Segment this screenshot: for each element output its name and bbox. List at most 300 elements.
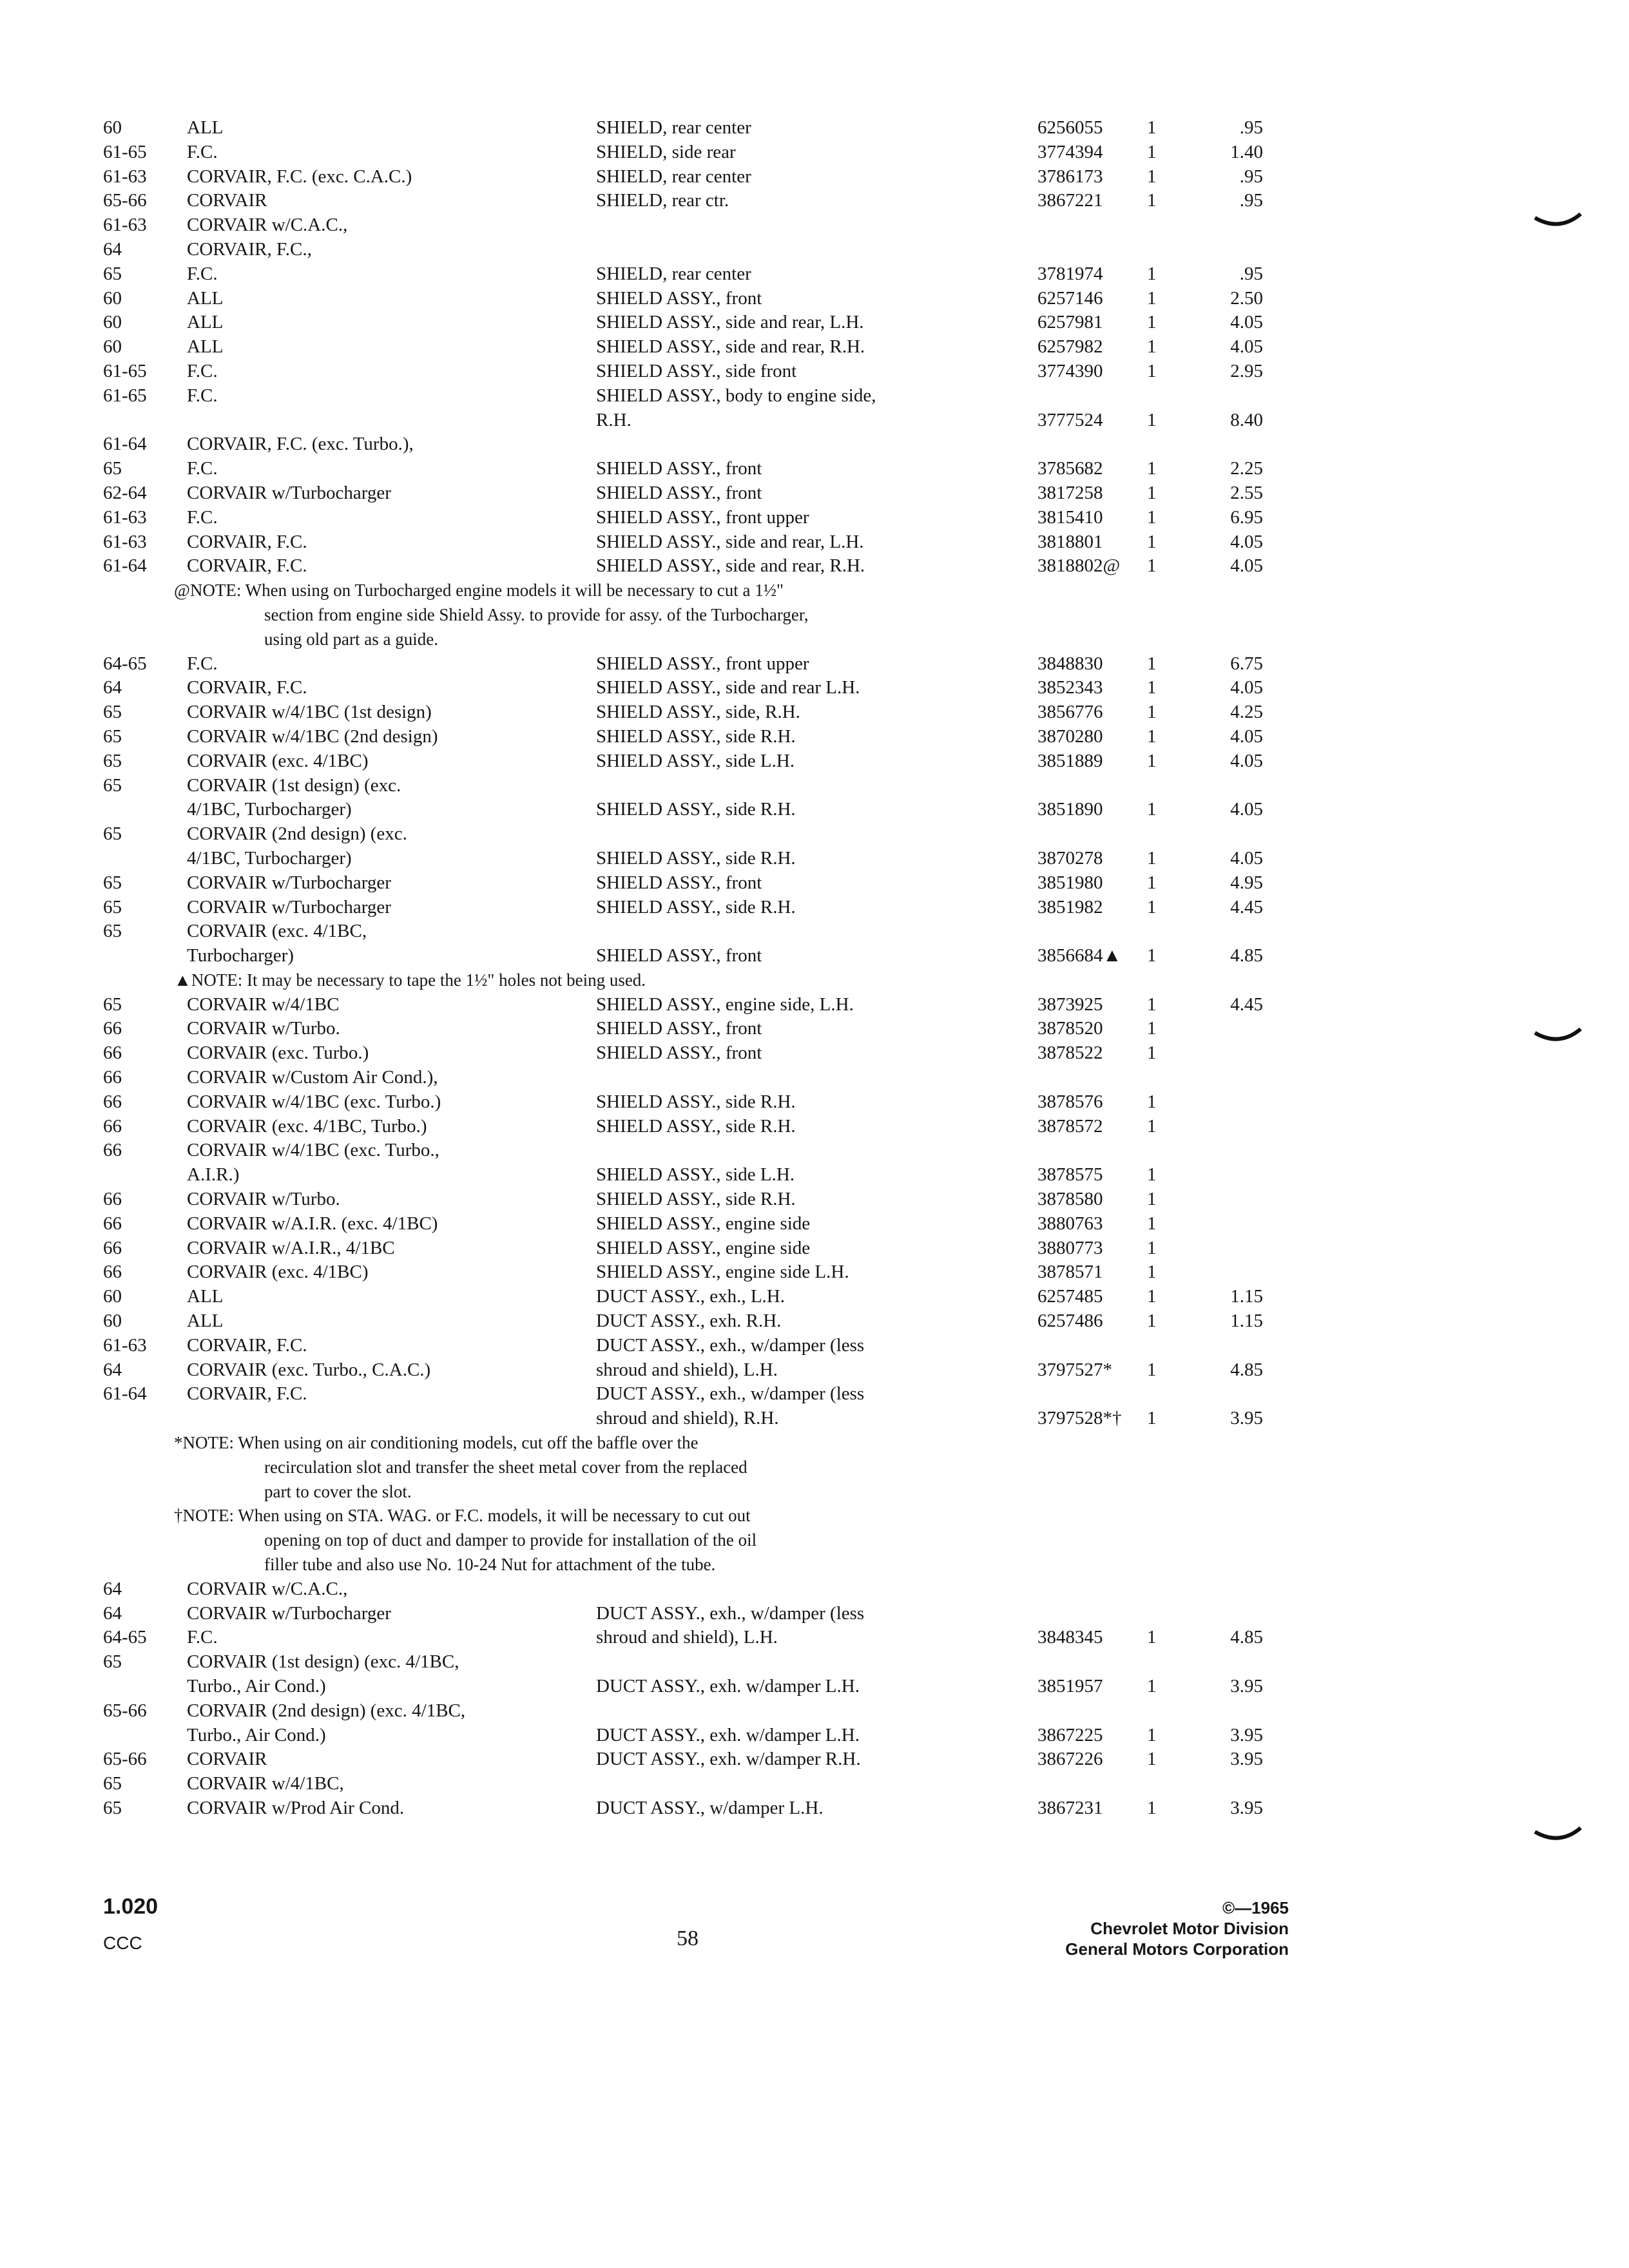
part-description: SHIELD, rear ctr. <box>596 190 729 211</box>
part-number: 3870278 <box>1037 847 1103 869</box>
part-model: CORVAIR w/C.A.C., <box>187 1578 348 1599</box>
part-number: 3851980 <box>1037 872 1103 893</box>
part-number: 3851890 <box>1037 799 1103 820</box>
part-price: 3.95 <box>1230 1676 1263 1696</box>
part-row <box>103 1260 1282 1285</box>
part-description: SHIELD ASSY., side R.H. <box>596 1115 796 1137</box>
part-description: SHIELD ASSY., front <box>596 1018 762 1039</box>
part-model: CORVAIR w/4/1BC (1st design) <box>187 702 432 723</box>
part-quantity: 1 <box>1147 847 1157 869</box>
part-year: 65 <box>103 921 122 942</box>
part-model: A.I.R.) <box>187 1164 240 1186</box>
part-number: 3774390 <box>1037 360 1103 381</box>
part-price: 4.05 <box>1230 847 1263 869</box>
part-row <box>103 774 1282 798</box>
part-description: SHIELD ASSY., front upper <box>596 653 809 674</box>
part-row <box>103 1407 1282 1431</box>
part-year: 64 <box>103 1602 122 1624</box>
part-model: CORVAIR <box>187 190 267 211</box>
part-price: 4.95 <box>1230 872 1263 893</box>
part-year: 61-64 <box>103 555 147 577</box>
part-row <box>103 1358 1282 1383</box>
part-quantity: 1 <box>1147 1018 1157 1039</box>
part-price: 4.05 <box>1230 555 1263 577</box>
part-year: 61-63 <box>103 531 147 552</box>
part-row <box>103 1115 1282 1139</box>
part-model: F.C. <box>187 458 218 479</box>
page-number: 58 <box>677 1927 699 1950</box>
part-row <box>103 554 1282 579</box>
part-model: CORVAIR, F.C. <box>187 1383 307 1405</box>
part-number: 3873925 <box>1037 994 1103 1015</box>
part-model: Turbocharger) <box>187 945 294 966</box>
part-model: 4/1BC, Turbocharger) <box>187 799 352 820</box>
part-model: CORVAIR w/Custom Air Cond.), <box>187 1067 438 1088</box>
part-price: 4.85 <box>1230 1627 1263 1648</box>
part-price: 4.05 <box>1230 799 1263 820</box>
part-description: SHIELD ASSY., body to engine side, <box>596 385 876 406</box>
part-price: 4.05 <box>1230 750 1263 771</box>
part-model: ALL <box>187 312 224 333</box>
part-number: 6256055 <box>1037 117 1103 138</box>
part-model: 4/1BC, Turbocharger) <box>187 847 352 869</box>
part-price: .95 <box>1239 117 1263 138</box>
part-year: 60 <box>103 336 122 358</box>
part-description: SHIELD ASSY., side R.H. <box>596 896 796 918</box>
part-number: 3851982 <box>1037 896 1103 918</box>
part-year: 64 <box>103 1578 122 1599</box>
part-model: CORVAIR w/4/1BC <box>187 994 340 1015</box>
footnote-line: ▲NOTE: It may be necessary to tape the 1½" holes not being used. <box>174 970 646 990</box>
part-number: 3817258 <box>1037 482 1103 503</box>
part-year: 60 <box>103 117 122 138</box>
part-row <box>103 1041 1282 1066</box>
part-number: 3785682 <box>1037 458 1103 479</box>
part-row <box>103 896 1282 920</box>
part-quantity: 1 <box>1147 653 1157 674</box>
part-price: 1.40 <box>1230 141 1263 162</box>
part-number: 3815410 <box>1037 506 1103 528</box>
part-model: CORVAIR <box>187 1749 267 1770</box>
part-quantity: 1 <box>1147 1189 1157 1210</box>
part-number: 3867231 <box>1037 1797 1103 1818</box>
part-number: 3867226 <box>1037 1749 1103 1770</box>
part-model: CORVAIR w/Turbocharger <box>187 896 391 918</box>
part-year: 66 <box>103 1043 122 1064</box>
part-quantity: 1 <box>1147 1213 1157 1234</box>
part-quantity: 1 <box>1147 506 1157 528</box>
part-description: DUCT ASSY., w/damper L.H. <box>596 1797 824 1818</box>
part-year: 66 <box>103 1018 122 1039</box>
part-description: SHIELD ASSY., side and rear, L.H. <box>596 312 864 333</box>
part-year: 65 <box>103 1773 122 1794</box>
part-quantity: 1 <box>1147 1164 1157 1186</box>
part-model: CORVAIR, F.C., <box>187 238 312 260</box>
part-price: 4.05 <box>1230 531 1263 552</box>
part-row <box>103 1699 1282 1724</box>
part-year: 65 <box>103 702 122 723</box>
part-description: R.H. <box>596 409 631 430</box>
part-model: CORVAIR, F.C. <box>187 531 307 552</box>
part-description: SHIELD ASSY., front <box>596 458 762 479</box>
part-description: DUCT ASSY., exh., w/damper (less <box>596 1334 865 1356</box>
part-year: 64-65 <box>103 1627 147 1648</box>
part-row <box>103 1675 1282 1699</box>
part-year: 65 <box>103 994 122 1015</box>
part-description: SHIELD ASSY., side and rear L.H. <box>596 677 860 698</box>
part-quantity: 1 <box>1147 166 1157 187</box>
part-number: 3880773 <box>1037 1237 1103 1258</box>
part-quantity: 1 <box>1147 482 1157 503</box>
part-model: CORVAIR, F.C. <box>187 555 307 577</box>
part-number: 3867225 <box>1037 1724 1103 1745</box>
copyright-block <box>1018 1898 1289 1959</box>
part-number: 3880763 <box>1037 1213 1103 1234</box>
part-model: F.C. <box>187 141 218 162</box>
part-description: SHIELD, side rear <box>596 141 736 162</box>
part-quantity: 1 <box>1147 1043 1157 1064</box>
part-quantity: 1 <box>1147 702 1157 723</box>
part-quantity: 1 <box>1147 945 1157 966</box>
part-year: 65 <box>103 872 122 893</box>
part-row <box>103 384 1282 408</box>
part-row <box>103 1285 1282 1309</box>
part-row <box>103 798 1282 822</box>
part-year: 61-65 <box>103 385 147 406</box>
part-number: 3851889 <box>1037 750 1103 771</box>
part-row <box>103 335 1282 360</box>
part-description: DUCT ASSY., exh. w/damper R.H. <box>596 1749 861 1770</box>
footnote-line: filler tube and also use No. 10-24 Nut for attachment of the tube. <box>264 1555 716 1575</box>
part-year: 65-66 <box>103 1749 147 1770</box>
part-row <box>103 1163 1282 1187</box>
part-number: 3856684▲ <box>1037 945 1122 966</box>
part-quantity: 1 <box>1147 141 1157 162</box>
part-price: .95 <box>1239 190 1263 211</box>
part-model: CORVAIR w/C.A.C., <box>187 215 348 236</box>
part-model: CORVAIR (exc. Turbo., C.A.C.) <box>187 1359 431 1380</box>
part-model: CORVAIR, F.C. <box>187 1334 307 1356</box>
part-description: SHIELD ASSY., side front <box>596 360 797 381</box>
part-row <box>103 408 1282 433</box>
part-quantity: 1 <box>1147 117 1157 138</box>
part-year: 65 <box>103 1797 122 1818</box>
part-year: 65 <box>103 263 122 284</box>
part-quantity: 1 <box>1147 336 1157 358</box>
part-row <box>103 1724 1282 1748</box>
part-description: SHIELD ASSY., engine side <box>596 1237 811 1258</box>
part-model: ALL <box>187 336 224 358</box>
part-quantity: 1 <box>1147 677 1157 698</box>
part-price: 4.05 <box>1230 336 1263 358</box>
part-description: SHIELD ASSY., side and rear, R.H. <box>596 336 865 358</box>
part-row <box>103 1309 1282 1334</box>
part-quantity: 1 <box>1147 1091 1157 1112</box>
part-quantity: 1 <box>1147 1311 1157 1332</box>
footnote-line: part to cover the slot. <box>264 1481 412 1501</box>
part-year: 65-66 <box>103 190 147 211</box>
part-description: SHIELD ASSY., front upper <box>596 506 809 528</box>
part-row <box>103 652 1282 677</box>
part-quantity: 1 <box>1147 360 1157 381</box>
part-price: 4.85 <box>1230 945 1263 966</box>
part-row <box>103 1747 1282 1772</box>
part-number: 3797528*† <box>1037 1408 1122 1429</box>
part-year: 65-66 <box>103 1700 147 1721</box>
part-year: 65 <box>103 774 122 796</box>
part-year: 60 <box>103 1311 122 1332</box>
part-model: F.C. <box>187 385 218 406</box>
part-description: SHIELD ASSY., side and rear, L.H. <box>596 531 864 552</box>
part-row <box>103 1796 1282 1821</box>
part-model: CORVAIR (2nd design) (exc. <box>187 823 407 845</box>
part-number: 6257982 <box>1037 336 1103 358</box>
part-row <box>103 919 1282 944</box>
part-quantity: 1 <box>1147 190 1157 211</box>
part-price: 1.15 <box>1230 1311 1263 1332</box>
part-model: CORVAIR (exc. 4/1BC, <box>187 921 367 942</box>
part-model: F.C. <box>187 506 218 528</box>
part-row <box>103 481 1282 506</box>
part-year: 66 <box>103 1140 122 1161</box>
part-price: 3.95 <box>1230 1749 1263 1770</box>
part-description: shroud and shield), L.H. <box>596 1627 778 1648</box>
part-description: SHIELD, rear center <box>596 117 751 138</box>
part-row <box>103 749 1282 774</box>
part-model: CORVAIR w/4/1BC, <box>187 1773 344 1794</box>
part-year: 60 <box>103 312 122 333</box>
part-year: 65 <box>103 896 122 918</box>
part-year: 66 <box>103 1091 122 1112</box>
part-model: CORVAIR (2nd design) (exc. 4/1BC, <box>187 1700 466 1721</box>
part-price: 2.50 <box>1230 287 1263 309</box>
part-year: 66 <box>103 1189 122 1210</box>
part-quantity: 1 <box>1147 312 1157 333</box>
part-description: SHIELD ASSY., side R.H. <box>596 799 796 820</box>
part-price: 4.25 <box>1230 702 1263 723</box>
part-description: SHIELD ASSY., side R.H. <box>596 726 796 747</box>
part-price: 4.05 <box>1230 726 1263 747</box>
part-description: SHIELD ASSY., front <box>596 287 762 309</box>
part-row <box>103 847 1282 871</box>
part-quantity: 1 <box>1147 1237 1157 1258</box>
part-quantity: 1 <box>1147 896 1157 918</box>
part-model: F.C. <box>187 360 218 381</box>
part-year: 64 <box>103 677 122 698</box>
part-row <box>103 116 1282 140</box>
part-description: SHIELD ASSY., side and rear, R.H. <box>596 555 865 577</box>
part-description: shroud and shield), L.H. <box>596 1359 778 1380</box>
part-quantity: 1 <box>1147 1408 1157 1429</box>
part-number: 3848345 <box>1037 1627 1103 1648</box>
footnote-line: *NOTE: When using on air conditioning models, cut off the baffle over the <box>174 1433 699 1453</box>
part-year: 65 <box>103 823 122 845</box>
part-model: CORVAIR, F.C. (exc. C.A.C.) <box>187 166 412 187</box>
part-description: SHIELD ASSY., side R.H. <box>596 1091 796 1112</box>
part-number: 6257146 <box>1037 287 1103 309</box>
footnote-line: using old part as a guide. <box>264 629 438 649</box>
part-model: CORVAIR (exc. 4/1BC) <box>187 1262 369 1283</box>
part-price: 4.05 <box>1230 677 1263 698</box>
part-year: 61-65 <box>103 360 147 381</box>
part-year: 61-63 <box>103 1334 147 1356</box>
part-year: 61-64 <box>103 434 147 455</box>
part-number: 3797527* <box>1037 1359 1112 1380</box>
part-model: CORVAIR (exc. Turbo.) <box>187 1043 369 1064</box>
part-model: CORVAIR w/4/1BC (2nd design) <box>187 726 438 747</box>
part-number: 3878520 <box>1037 1018 1103 1039</box>
part-row <box>103 700 1282 725</box>
part-year: 60 <box>103 1286 122 1307</box>
part-model: CORVAIR w/Turbo. <box>187 1189 340 1210</box>
part-number: 3870280 <box>1037 726 1103 747</box>
part-row <box>103 262 1282 287</box>
division-name: Chevrolet Motor Division <box>1090 1919 1289 1938</box>
part-row <box>103 1772 1282 1796</box>
part-model: CORVAIR w/4/1BC (exc. Turbo.) <box>187 1091 441 1112</box>
part-price: .95 <box>1239 166 1263 187</box>
part-row <box>103 213 1282 238</box>
part-price: 6.95 <box>1230 506 1263 528</box>
part-year: 66 <box>103 1262 122 1283</box>
part-year: 66 <box>103 1067 122 1088</box>
part-model: Turbo., Air Cond.) <box>187 1676 326 1696</box>
part-description: DUCT ASSY., exh. R.H. <box>596 1311 782 1332</box>
part-year: 61-63 <box>103 166 147 187</box>
part-year: 65 <box>103 1651 122 1673</box>
part-description: SHIELD ASSY., side R.H. <box>596 1189 796 1210</box>
part-row <box>103 238 1282 262</box>
part-model: CORVAIR (exc. 4/1BC) <box>187 750 369 771</box>
part-price: 1.15 <box>1230 1286 1263 1307</box>
part-row <box>103 360 1282 384</box>
part-price: 2.95 <box>1230 360 1263 381</box>
part-description: SHIELD ASSY., engine side <box>596 1213 811 1234</box>
part-quantity: 1 <box>1147 1749 1157 1770</box>
part-row <box>103 1382 1282 1407</box>
part-description: DUCT ASSY., exh. w/damper L.H. <box>596 1724 860 1745</box>
binding-mark <box>1534 1827 1582 1845</box>
part-row <box>103 1602 1282 1626</box>
part-price: 2.25 <box>1230 458 1263 479</box>
part-quantity: 1 <box>1147 726 1157 747</box>
part-row <box>103 1090 1282 1115</box>
binding-mark <box>1534 213 1582 231</box>
part-number: 3878580 <box>1037 1189 1103 1210</box>
part-number: 6257485 <box>1037 1286 1103 1307</box>
part-row <box>103 189 1282 213</box>
part-row <box>103 725 1282 749</box>
part-number: 6257486 <box>1037 1311 1103 1332</box>
parts-list <box>103 116 1282 1821</box>
part-description: DUCT ASSY., exh. w/damper L.H. <box>596 1676 860 1696</box>
part-model: CORVAIR w/Turbocharger <box>187 482 391 503</box>
part-row <box>103 140 1282 165</box>
part-model: Turbo., Air Cond.) <box>187 1724 326 1745</box>
part-year: 60 <box>103 287 122 309</box>
part-quantity: 1 <box>1147 1115 1157 1137</box>
part-model: F.C. <box>187 263 218 284</box>
part-number: 3878576 <box>1037 1091 1103 1112</box>
part-description: SHIELD, rear center <box>596 263 751 284</box>
part-model: ALL <box>187 1311 224 1332</box>
part-year: 61-64 <box>103 1383 147 1405</box>
part-quantity: 1 <box>1147 287 1157 309</box>
corporation-name: General Motors Corporation <box>1065 1939 1289 1959</box>
part-number: 3786173 <box>1037 166 1103 187</box>
part-number: 3781974 <box>1037 263 1103 284</box>
part-row <box>103 165 1282 189</box>
part-description: SHIELD ASSY., side R.H. <box>596 847 796 869</box>
part-year: 66 <box>103 1237 122 1258</box>
part-quantity: 1 <box>1147 555 1157 577</box>
part-number: 3848830 <box>1037 653 1103 674</box>
part-price: 4.85 <box>1230 1359 1263 1380</box>
part-row <box>103 1236 1282 1261</box>
part-row <box>103 311 1282 335</box>
part-year: 61-65 <box>103 141 147 162</box>
part-model: CORVAIR w/A.I.R., 4/1BC <box>187 1237 395 1258</box>
part-model: ALL <box>187 1286 224 1307</box>
part-quantity: 1 <box>1147 994 1157 1015</box>
part-quantity: 1 <box>1147 1627 1157 1648</box>
part-description: DUCT ASSY., exh., w/damper (less <box>596 1602 865 1624</box>
part-year: 64 <box>103 1359 122 1380</box>
part-quantity: 1 <box>1147 1724 1157 1745</box>
part-year: 65 <box>103 726 122 747</box>
part-row <box>103 944 1282 968</box>
part-description: SHIELD ASSY., engine side L.H. <box>596 1262 849 1283</box>
part-price: 3.95 <box>1230 1724 1263 1745</box>
part-model: CORVAIR w/Turbo. <box>187 1018 340 1039</box>
part-number: 6257981 <box>1037 312 1103 333</box>
part-year: 64 <box>103 238 122 260</box>
part-quantity: 1 <box>1147 799 1157 820</box>
part-model: CORVAIR w/Prod Air Cond. <box>187 1797 405 1818</box>
part-description: SHIELD, rear center <box>596 166 751 187</box>
part-row <box>103 676 1282 700</box>
part-row <box>103 1212 1282 1236</box>
part-quantity: 1 <box>1147 872 1157 893</box>
part-row <box>103 1139 1282 1163</box>
part-number: 3818801 <box>1037 531 1103 552</box>
part-quantity: 1 <box>1147 1286 1157 1307</box>
part-description: SHIELD ASSY., engine side, L.H. <box>596 994 854 1015</box>
part-number: 3878571 <box>1037 1262 1103 1283</box>
sub-code: CCC <box>103 1933 142 1953</box>
part-model: CORVAIR w/Turbocharger <box>187 1602 391 1624</box>
part-price: 4.05 <box>1230 312 1263 333</box>
part-model: CORVAIR w/4/1BC (exc. Turbo., <box>187 1140 439 1161</box>
part-quantity: 1 <box>1147 263 1157 284</box>
part-row <box>103 506 1282 530</box>
part-description: DUCT ASSY., exh., L.H. <box>596 1286 786 1307</box>
part-description: SHIELD ASSY., side, R.H. <box>596 702 800 723</box>
part-quantity: 1 <box>1147 750 1157 771</box>
footnote-line: @NOTE: When using on Turbocharged engine models it will be necessary to cut a 1½" <box>174 581 784 601</box>
part-year: 64-65 <box>103 653 147 674</box>
part-model: F.C. <box>187 653 218 674</box>
part-quantity: 1 <box>1147 1359 1157 1380</box>
copyright-year: ©—1965 <box>1222 1898 1289 1917</box>
part-row <box>103 1066 1282 1090</box>
part-row <box>103 530 1282 555</box>
part-number: 3852343 <box>1037 677 1103 698</box>
part-quantity: 1 <box>1147 1262 1157 1283</box>
part-number: 3818802@ <box>1037 555 1121 577</box>
part-description: SHIELD ASSY., front <box>596 482 762 503</box>
part-row <box>103 993 1282 1017</box>
